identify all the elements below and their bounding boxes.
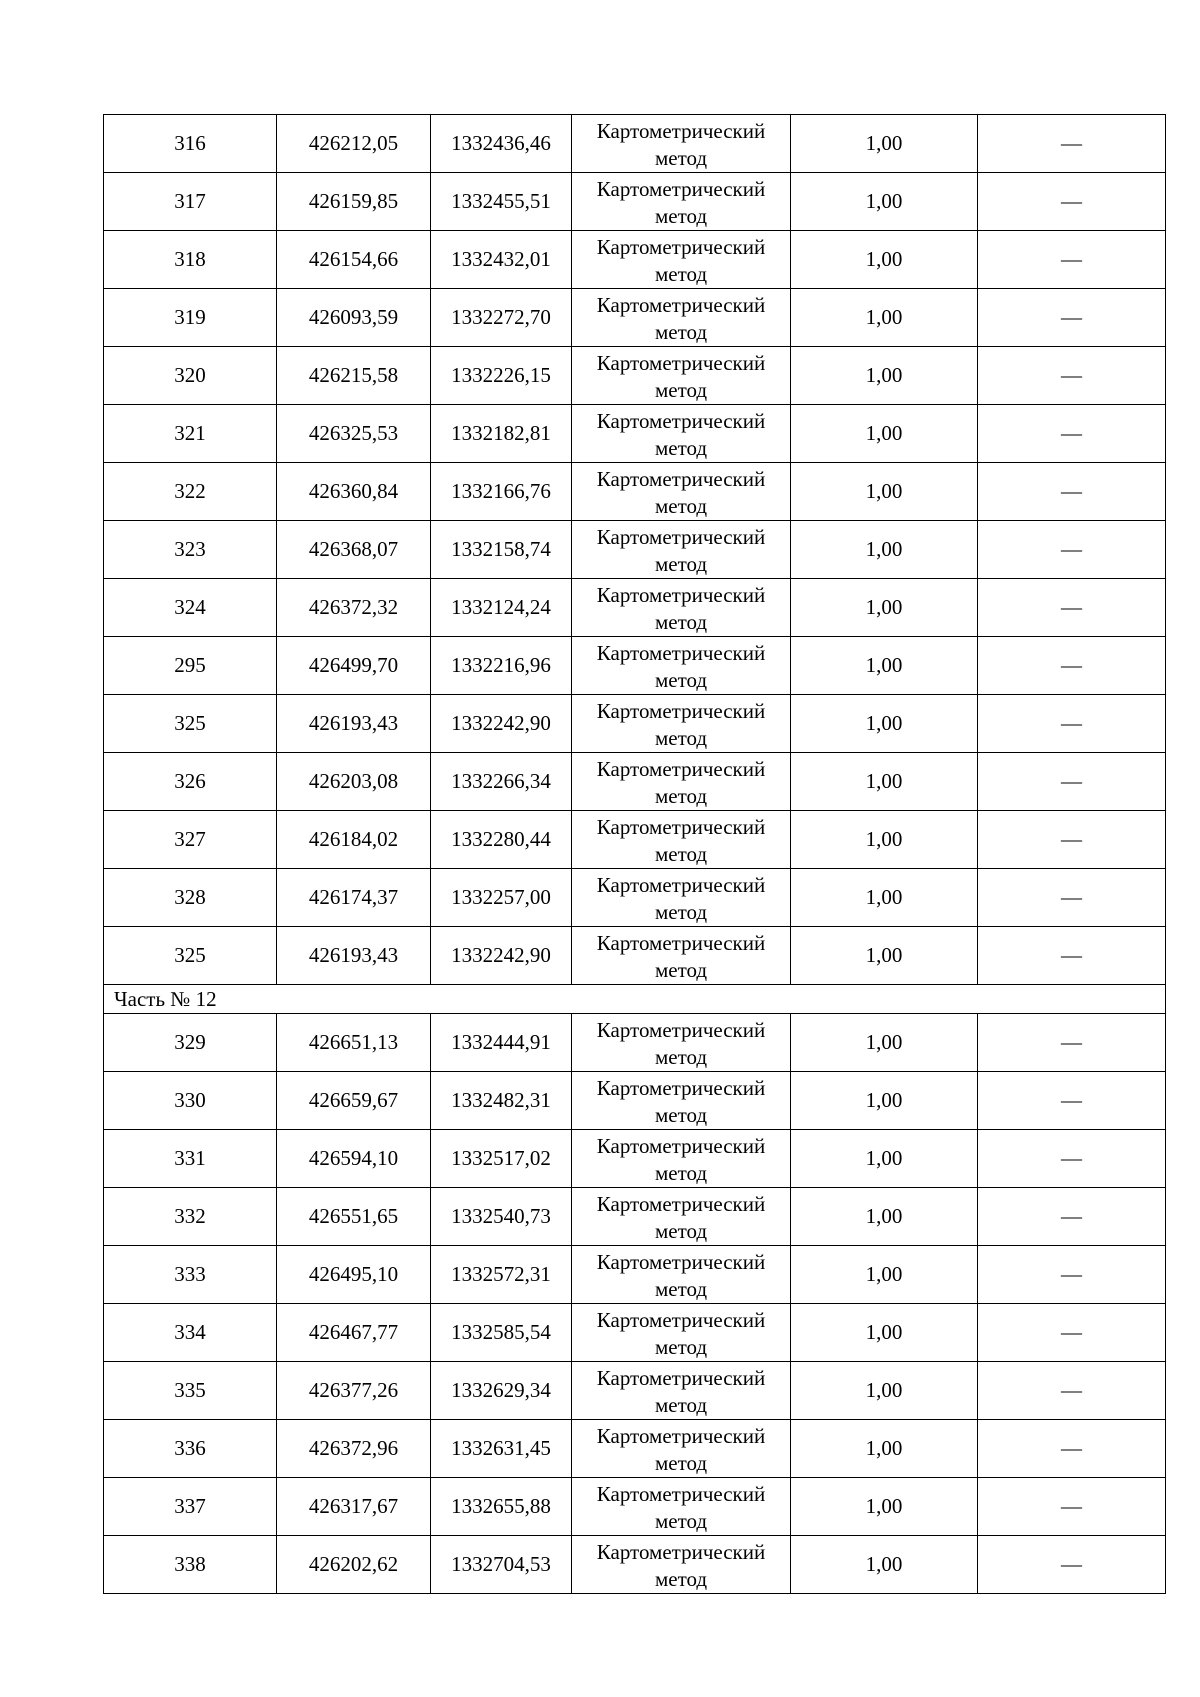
method-line-1: Картометрический xyxy=(596,1308,766,1332)
method-line-2: метод xyxy=(654,668,708,692)
x-coordinate-cell: 426360,84 xyxy=(277,463,431,521)
method-line-1: Картометрический xyxy=(596,293,766,317)
y-coordinate-cell: 1332272,70 xyxy=(431,289,572,347)
method-line-1: Картометрический xyxy=(596,177,766,201)
description-cell: — xyxy=(978,1536,1166,1594)
table-row xyxy=(104,1188,1166,1246)
method-cell xyxy=(572,1478,791,1536)
x-coordinate-cell: 426495,10 xyxy=(277,1246,431,1304)
method-line-1: Картометрический xyxy=(596,351,766,375)
table-row xyxy=(104,1536,1166,1594)
description-cell: — xyxy=(978,1014,1166,1072)
point-number-cell: 335 xyxy=(104,1362,277,1420)
y-coordinate-cell: 1332444,91 xyxy=(431,1014,572,1072)
accuracy-cell: 1,00 xyxy=(791,115,978,173)
method-line-2: метод xyxy=(654,436,708,460)
point-number-cell: 325 xyxy=(104,695,277,753)
table-row xyxy=(104,1130,1166,1188)
point-number-cell: 337 xyxy=(104,1478,277,1536)
method-line-2: метод xyxy=(654,1335,708,1359)
table-row xyxy=(104,695,1166,753)
x-coordinate-cell: 426499,70 xyxy=(277,637,431,695)
point-number-cell: 321 xyxy=(104,405,277,463)
table-row xyxy=(104,927,1166,985)
x-coordinate-cell: 426551,65 xyxy=(277,1188,431,1246)
table-row xyxy=(104,347,1166,405)
table-row xyxy=(104,1246,1166,1304)
method-line-2: метод xyxy=(654,726,708,750)
x-coordinate-cell: 426372,32 xyxy=(277,579,431,637)
point-number-cell: 331 xyxy=(104,1130,277,1188)
method-line-1: Картометрический xyxy=(596,1366,766,1390)
accuracy-cell: 1,00 xyxy=(791,637,978,695)
method-cell xyxy=(572,289,791,347)
description-cell: — xyxy=(978,753,1166,811)
y-coordinate-cell: 1332257,00 xyxy=(431,869,572,927)
description-cell: — xyxy=(978,927,1166,985)
x-coordinate-cell: 426154,66 xyxy=(277,231,431,289)
description-cell: — xyxy=(978,405,1166,463)
accuracy-cell: 1,00 xyxy=(791,347,978,405)
method-cell xyxy=(572,1014,791,1072)
method-cell xyxy=(572,579,791,637)
method-line-2: метод xyxy=(654,1393,708,1417)
method-cell xyxy=(572,1072,791,1130)
accuracy-cell: 1,00 xyxy=(791,869,978,927)
accuracy-cell: 1,00 xyxy=(791,1304,978,1362)
accuracy-cell: 1,00 xyxy=(791,695,978,753)
section-label: Часть № 12 xyxy=(104,985,1166,1014)
method-cell xyxy=(572,115,791,173)
y-coordinate-cell: 1332216,96 xyxy=(431,637,572,695)
method-line-2: метод xyxy=(654,494,708,518)
description-cell: — xyxy=(978,1478,1166,1536)
table-row xyxy=(104,637,1166,695)
method-line-1: Картометрический xyxy=(596,409,766,433)
x-coordinate-cell: 426215,58 xyxy=(277,347,431,405)
method-cell xyxy=(572,695,791,753)
description-cell: — xyxy=(978,1246,1166,1304)
method-line-1: Картометрический xyxy=(596,641,766,665)
method-cell xyxy=(572,753,791,811)
x-coordinate-cell: 426174,37 xyxy=(277,869,431,927)
method-line-2: метод xyxy=(654,1045,708,1069)
method-line-2: метод xyxy=(654,1451,708,1475)
point-number-cell: 316 xyxy=(104,115,277,173)
method-cell xyxy=(572,173,791,231)
point-number-cell: 328 xyxy=(104,869,277,927)
y-coordinate-cell: 1332704,53 xyxy=(431,1536,572,1594)
table-row xyxy=(104,173,1166,231)
point-number-cell: 320 xyxy=(104,347,277,405)
y-coordinate-cell: 1332655,88 xyxy=(431,1478,572,1536)
method-cell xyxy=(572,463,791,521)
accuracy-cell: 1,00 xyxy=(791,927,978,985)
accuracy-cell: 1,00 xyxy=(791,753,978,811)
method-cell xyxy=(572,1420,791,1478)
description-cell: — xyxy=(978,115,1166,173)
method-line-2: метод xyxy=(654,784,708,808)
table-row xyxy=(104,1014,1166,1072)
accuracy-cell: 1,00 xyxy=(791,1246,978,1304)
method-line-1: Картометрический xyxy=(596,757,766,781)
description-cell: — xyxy=(978,347,1166,405)
x-coordinate-cell: 426651,13 xyxy=(277,1014,431,1072)
point-number-cell: 319 xyxy=(104,289,277,347)
accuracy-cell: 1,00 xyxy=(791,1420,978,1478)
method-line-1: Картометрический xyxy=(596,1018,766,1042)
point-number-cell: 295 xyxy=(104,637,277,695)
point-number-cell: 336 xyxy=(104,1420,277,1478)
method-line-1: Картометрический xyxy=(596,1134,766,1158)
y-coordinate-cell: 1332629,34 xyxy=(431,1362,572,1420)
x-coordinate-cell: 426467,77 xyxy=(277,1304,431,1362)
accuracy-cell: 1,00 xyxy=(791,579,978,637)
method-cell xyxy=(572,405,791,463)
table-row xyxy=(104,811,1166,869)
point-number-cell: 323 xyxy=(104,521,277,579)
point-number-cell: 333 xyxy=(104,1246,277,1304)
method-line-1: Картометрический xyxy=(596,1192,766,1216)
description-cell: — xyxy=(978,579,1166,637)
method-line-2: метод xyxy=(654,1567,708,1591)
method-cell xyxy=(572,231,791,289)
description-cell: — xyxy=(978,1130,1166,1188)
description-cell: — xyxy=(978,869,1166,927)
point-number-cell: 317 xyxy=(104,173,277,231)
table-row xyxy=(104,1362,1166,1420)
method-cell xyxy=(572,1536,791,1594)
y-coordinate-cell: 1332432,01 xyxy=(431,231,572,289)
table-row xyxy=(104,1304,1166,1362)
method-line-1: Картометрический xyxy=(596,525,766,549)
description-cell: — xyxy=(978,173,1166,231)
section-row xyxy=(104,985,1166,1014)
description-cell: — xyxy=(978,695,1166,753)
description-cell: — xyxy=(978,1072,1166,1130)
point-number-cell: 322 xyxy=(104,463,277,521)
accuracy-cell: 1,00 xyxy=(791,1478,978,1536)
method-line-2: метод xyxy=(654,1509,708,1533)
description-cell: — xyxy=(978,1362,1166,1420)
method-line-1: Картометрический xyxy=(596,119,766,143)
method-line-2: метод xyxy=(654,958,708,982)
x-coordinate-cell: 426203,08 xyxy=(277,753,431,811)
description-cell: — xyxy=(978,463,1166,521)
x-coordinate-cell: 426093,59 xyxy=(277,289,431,347)
y-coordinate-cell: 1332455,51 xyxy=(431,173,572,231)
y-coordinate-cell: 1332182,81 xyxy=(431,405,572,463)
accuracy-cell: 1,00 xyxy=(791,1072,978,1130)
method-line-1: Картометрический xyxy=(596,467,766,491)
table-row xyxy=(104,579,1166,637)
description-cell: — xyxy=(978,231,1166,289)
y-coordinate-cell: 1332124,24 xyxy=(431,579,572,637)
method-cell xyxy=(572,927,791,985)
table-row xyxy=(104,463,1166,521)
method-line-1: Картометрический xyxy=(596,931,766,955)
table-row xyxy=(104,289,1166,347)
method-line-1: Картометрический xyxy=(596,1076,766,1100)
method-cell xyxy=(572,1130,791,1188)
method-line-1: Картометрический xyxy=(596,1540,766,1564)
accuracy-cell: 1,00 xyxy=(791,1130,978,1188)
x-coordinate-cell: 426159,85 xyxy=(277,173,431,231)
x-coordinate-cell: 426659,67 xyxy=(277,1072,431,1130)
point-number-cell: 327 xyxy=(104,811,277,869)
accuracy-cell: 1,00 xyxy=(791,1362,978,1420)
accuracy-cell: 1,00 xyxy=(791,811,978,869)
method-line-1: Картометрический xyxy=(596,1424,766,1448)
method-cell xyxy=(572,1246,791,1304)
point-number-cell: 330 xyxy=(104,1072,277,1130)
accuracy-cell: 1,00 xyxy=(791,173,978,231)
method-line-2: метод xyxy=(654,1219,708,1243)
description-cell: — xyxy=(978,1420,1166,1478)
y-coordinate-cell: 1332540,73 xyxy=(431,1188,572,1246)
description-cell: — xyxy=(978,811,1166,869)
point-number-cell: 338 xyxy=(104,1536,277,1594)
x-coordinate-cell: 426184,02 xyxy=(277,811,431,869)
x-coordinate-cell: 426212,05 xyxy=(277,115,431,173)
description-cell: — xyxy=(978,1304,1166,1362)
method-line-1: Картометрический xyxy=(596,815,766,839)
method-line-1: Картометрический xyxy=(596,583,766,607)
method-line-2: метод xyxy=(654,378,708,402)
method-cell xyxy=(572,811,791,869)
y-coordinate-cell: 1332242,90 xyxy=(431,927,572,985)
y-coordinate-cell: 1332482,31 xyxy=(431,1072,572,1130)
point-number-cell: 332 xyxy=(104,1188,277,1246)
method-cell xyxy=(572,637,791,695)
table-row xyxy=(104,405,1166,463)
point-number-cell: 324 xyxy=(104,579,277,637)
x-coordinate-cell: 426317,67 xyxy=(277,1478,431,1536)
method-cell xyxy=(572,1362,791,1420)
method-line-1: Картометрический xyxy=(596,1482,766,1506)
method-line-1: Картометрический xyxy=(596,235,766,259)
accuracy-cell: 1,00 xyxy=(791,1014,978,1072)
method-cell xyxy=(572,1304,791,1362)
method-cell xyxy=(572,521,791,579)
point-number-cell: 326 xyxy=(104,753,277,811)
accuracy-cell: 1,00 xyxy=(791,231,978,289)
y-coordinate-cell: 1332585,54 xyxy=(431,1304,572,1362)
method-line-2: метод xyxy=(654,1277,708,1301)
y-coordinate-cell: 1332631,45 xyxy=(431,1420,572,1478)
method-line-2: метод xyxy=(654,320,708,344)
description-cell: — xyxy=(978,637,1166,695)
x-coordinate-cell: 426193,43 xyxy=(277,695,431,753)
accuracy-cell: 1,00 xyxy=(791,1188,978,1246)
table-row xyxy=(104,1478,1166,1536)
method-line-2: метод xyxy=(654,842,708,866)
description-cell: — xyxy=(978,289,1166,347)
y-coordinate-cell: 1332266,34 xyxy=(431,753,572,811)
accuracy-cell: 1,00 xyxy=(791,289,978,347)
method-line-2: метод xyxy=(654,262,708,286)
x-coordinate-cell: 426372,96 xyxy=(277,1420,431,1478)
method-line-1: Картометрический xyxy=(596,699,766,723)
point-number-cell: 318 xyxy=(104,231,277,289)
description-cell: — xyxy=(978,521,1166,579)
x-coordinate-cell: 426594,10 xyxy=(277,1130,431,1188)
method-line-2: метод xyxy=(654,552,708,576)
y-coordinate-cell: 1332517,02 xyxy=(431,1130,572,1188)
table-row xyxy=(104,869,1166,927)
method-cell xyxy=(572,1188,791,1246)
method-line-2: метод xyxy=(654,1161,708,1185)
coordinates-table xyxy=(103,114,1166,1594)
x-coordinate-cell: 426377,26 xyxy=(277,1362,431,1420)
x-coordinate-cell: 426368,07 xyxy=(277,521,431,579)
accuracy-cell: 1,00 xyxy=(791,463,978,521)
point-number-cell: 329 xyxy=(104,1014,277,1072)
table-body xyxy=(104,115,1166,1594)
y-coordinate-cell: 1332166,76 xyxy=(431,463,572,521)
method-line-2: метод xyxy=(654,900,708,924)
accuracy-cell: 1,00 xyxy=(791,1536,978,1594)
table-row xyxy=(104,115,1166,173)
table-row xyxy=(104,521,1166,579)
y-coordinate-cell: 1332572,31 xyxy=(431,1246,572,1304)
table-row xyxy=(104,1420,1166,1478)
method-line-2: метод xyxy=(654,204,708,228)
y-coordinate-cell: 1332242,90 xyxy=(431,695,572,753)
method-line-2: метод xyxy=(654,1103,708,1127)
point-number-cell: 334 xyxy=(104,1304,277,1362)
method-cell xyxy=(572,347,791,405)
point-number-cell: 325 xyxy=(104,927,277,985)
method-line-2: метод xyxy=(654,610,708,634)
table-row xyxy=(104,231,1166,289)
y-coordinate-cell: 1332436,46 xyxy=(431,115,572,173)
table-row xyxy=(104,753,1166,811)
description-cell: — xyxy=(978,1188,1166,1246)
accuracy-cell: 1,00 xyxy=(791,405,978,463)
y-coordinate-cell: 1332226,15 xyxy=(431,347,572,405)
table-row xyxy=(104,1072,1166,1130)
x-coordinate-cell: 426202,62 xyxy=(277,1536,431,1594)
y-coordinate-cell: 1332158,74 xyxy=(431,521,572,579)
accuracy-cell: 1,00 xyxy=(791,521,978,579)
method-cell xyxy=(572,869,791,927)
method-line-1: Картометрический xyxy=(596,873,766,897)
x-coordinate-cell: 426325,53 xyxy=(277,405,431,463)
method-line-1: Картометрический xyxy=(596,1250,766,1274)
method-line-2: метод xyxy=(654,146,708,170)
x-coordinate-cell: 426193,43 xyxy=(277,927,431,985)
y-coordinate-cell: 1332280,44 xyxy=(431,811,572,869)
